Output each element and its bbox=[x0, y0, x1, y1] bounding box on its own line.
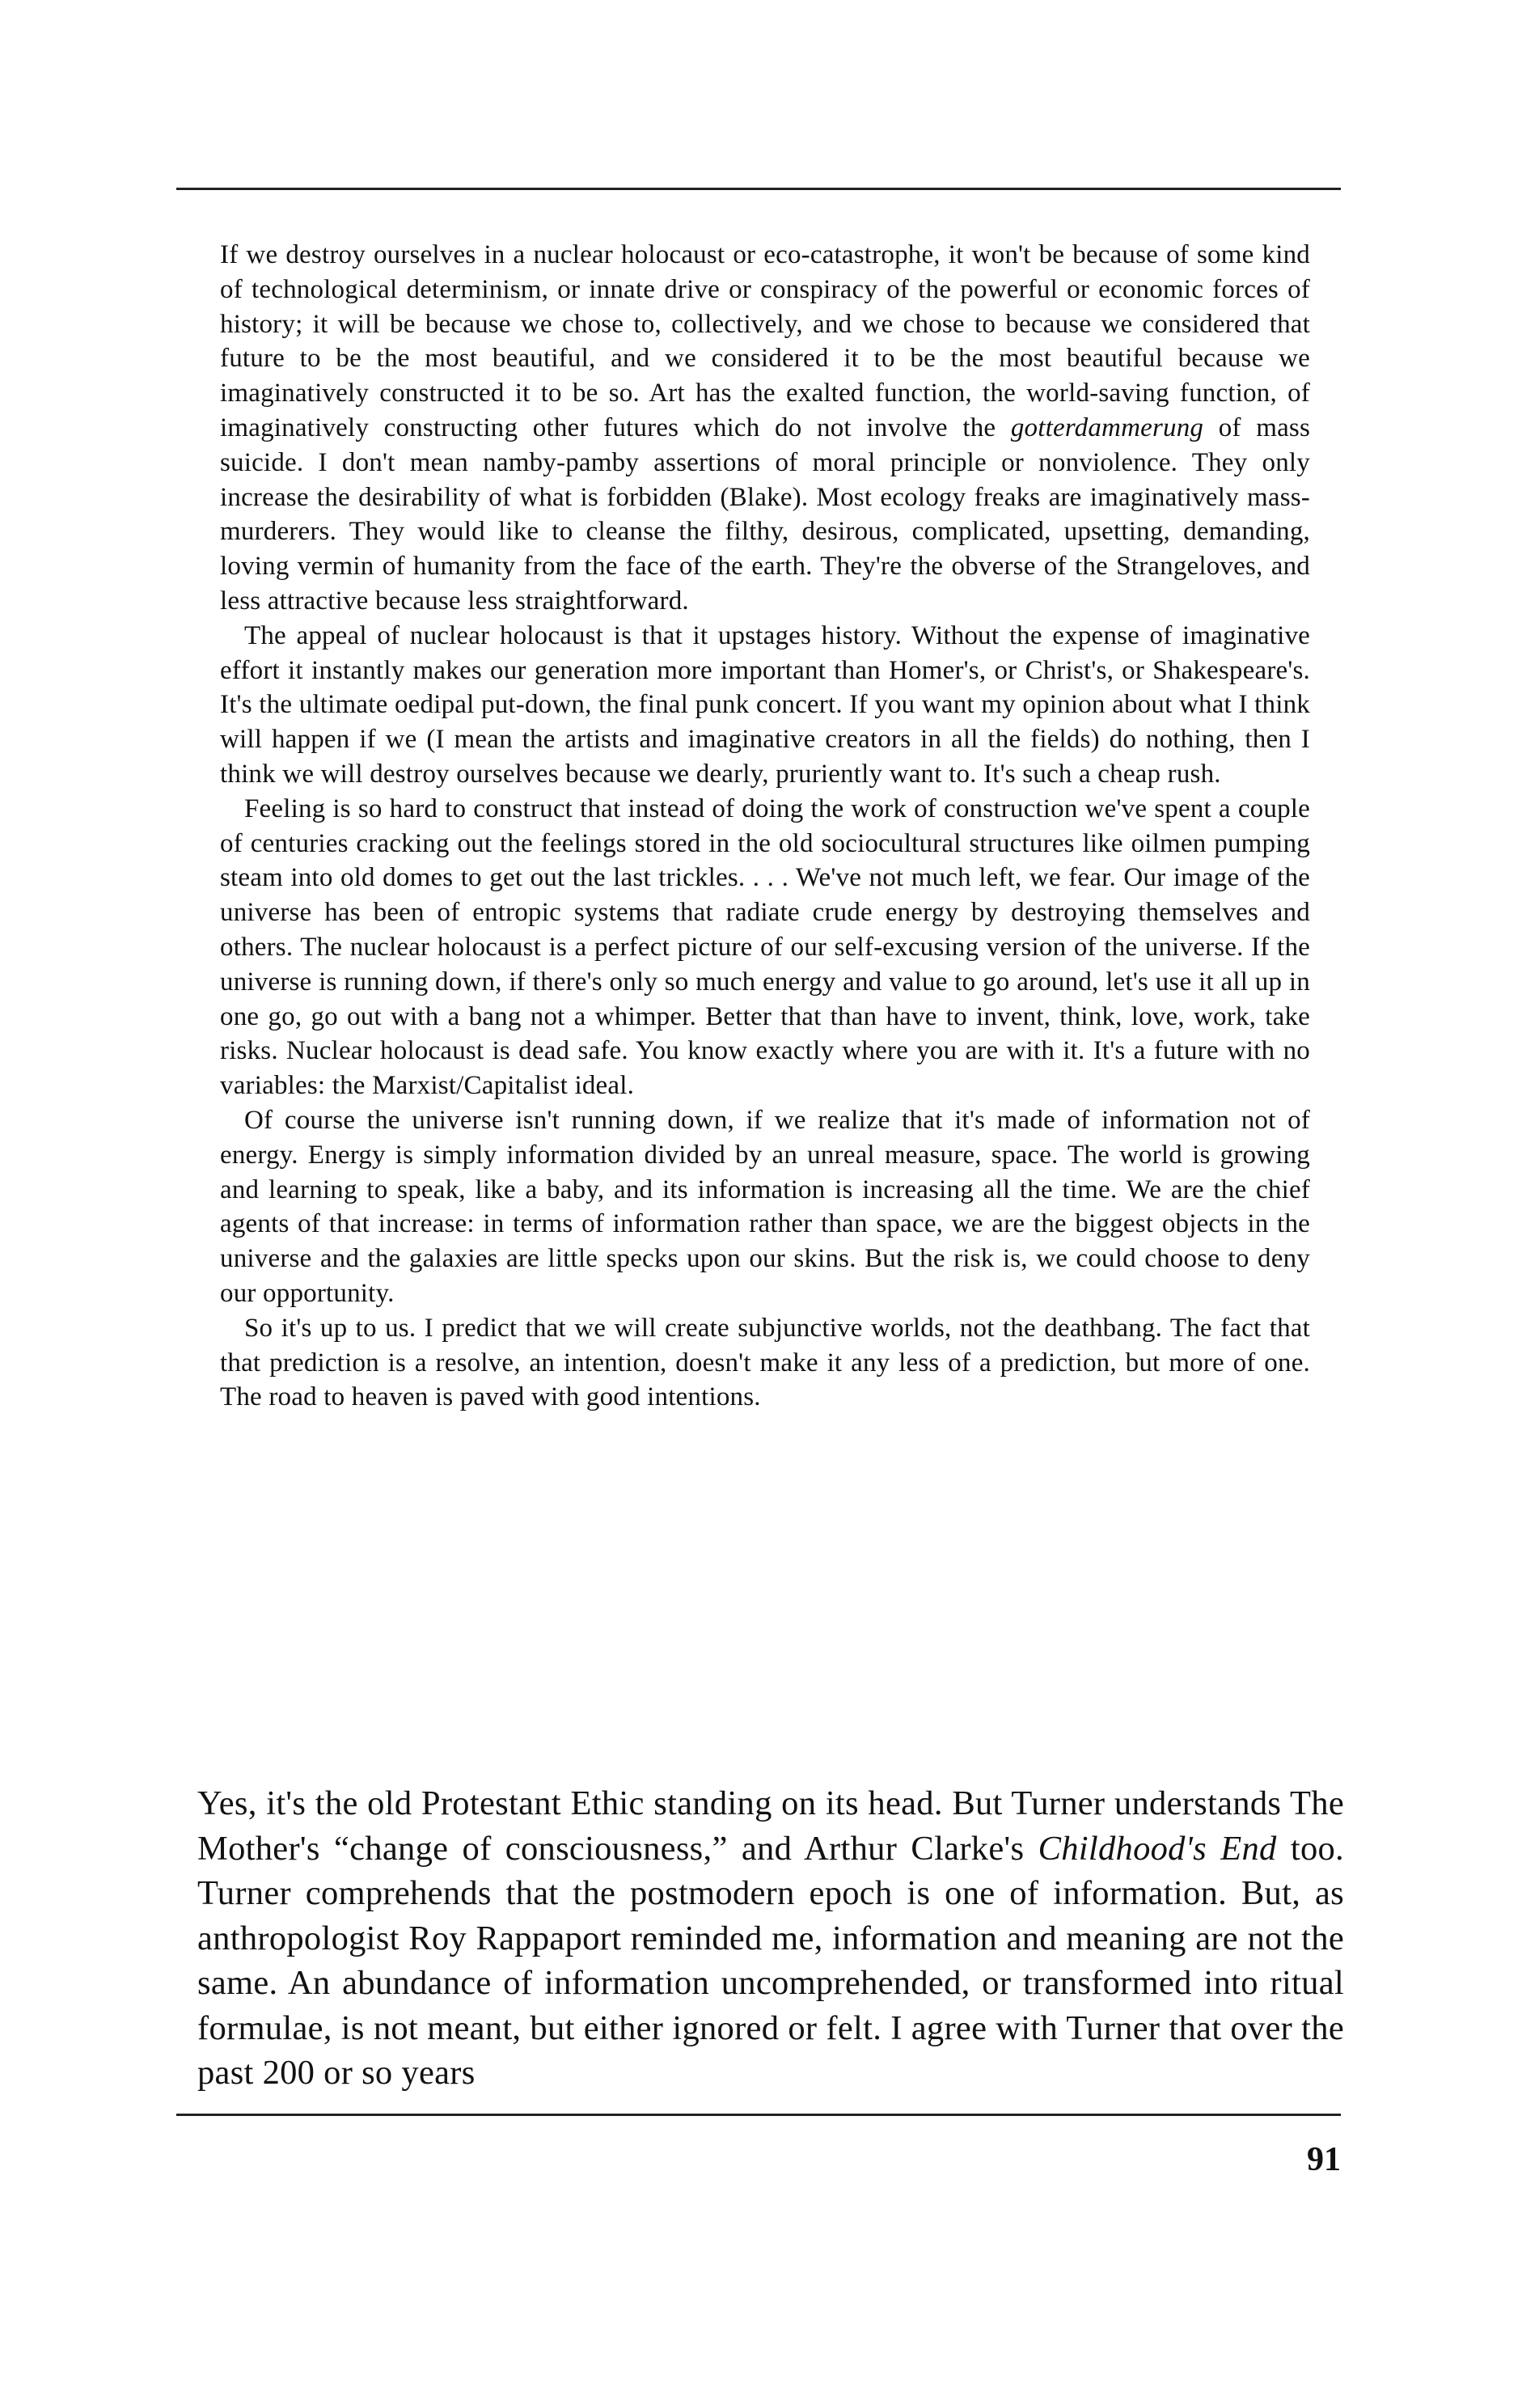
quote-paragraph-2 bbox=[220, 619, 1310, 792]
text-run: of mass suicide. I don't mean namby-pamby assertions of moral principle or nonviolence. They only increase the desirability of what is forbidden (Blake). Most ecology freaks are imaginatively mass-murderers. They would like to cleanse the filthy, desirous, complicated, upsetting, demanding, loving vermin of humanity from the face of the earth. They're the obverse of the Strangeloves, and less attractive because less straightforward. bbox=[220, 413, 1310, 616]
italic-term: gotterdammerung bbox=[1010, 413, 1204, 442]
text-run: Yes, it's the old Protestant Ethic standing on its head. But Turner understands The Mother's “change of consciousness,” and Arthur Clarke's bbox=[197, 1784, 1344, 1868]
quote-paragraph-5 bbox=[220, 1311, 1310, 1415]
text-run: So it's up to us. I predict that we will create subjunctive worlds, not the deathbang. The fact that that prediction is a resolve, an intention, doesn't make it any less of a prediction, but more of one. The road to heaven is paved with good intentions. bbox=[220, 1313, 1310, 1412]
text-run: If we destroy ourselves in a nuclear holocaust or eco-catastrophe, it won't be because of some kind of technological determinism, or innate drive or conspiracy of the powerful or economic forces of history; it will be because we chose to, collectively, and we chose to because we considered that future to be the most beautiful, and we considered it to be the most beautiful because we imaginatively constructed it to be so. Art has the exalted function, the world-saving function, of imaginatively constructing other futures which do not involve the bbox=[220, 240, 1310, 442]
quote-paragraph-4 bbox=[220, 1103, 1310, 1311]
book-title: Childhood's End bbox=[1038, 1829, 1277, 1868]
main-body-text bbox=[197, 1781, 1344, 2096]
text-run: too. Turner comprehends that the postmodern epoch is one of information. But, as anthropologist Roy Rappaport reminded me, information and meaning are not the same. An abundance of information uncomprehended, or transformed into ritual formulae, is not meant, but either ignored or felt. I agree with Turner that over the past 200 or so years bbox=[197, 1829, 1344, 2092]
text-run: The appeal of nuclear holocaust is that it upstages history. Without the expense of imaginative effort it instantly makes our generation more important than Homer's, or Christ's, or Shakespeare's. It's the ultimate oedipal put-down, the final punk concert. If you want my opinion about what I think will happen if we (I mean the artists and imaginative creators in all the fields) do nothing, then I think we will destroy ourselves because we dearly, pruriently want to. It's such a cheap rush. bbox=[220, 620, 1310, 789]
block-quote bbox=[220, 238, 1310, 1415]
text-run: Feeling is so hard to construct that instead of doing the work of construction we've spent a couple of centuries cracking out the feelings stored in the old sociocultural structures like oilmen pumping steam into old domes to get out the last trickles. . . . We've not much left, we fear. Our image of the universe has been of entropic systems that radiate crude energy by destroying themselves and others. The nuclear holocaust is a perfect picture of our self-excusing version of the universe. If the universe is running down, if there's only so much energy and value to go around, let's use it all up in one go, go out with a bang not a whimper. Better that than have to invent, think, love, work, take risks. Nuclear holocaust is dead safe. You know exactly where you are with it. It's a future with no variables: the Marxist/Capitalist ideal. bbox=[220, 793, 1310, 1101]
footer-rule bbox=[176, 2114, 1341, 2116]
quote-paragraph-3 bbox=[220, 792, 1310, 1103]
text-run: Of course the universe isn't running down, if we realize that it's made of information not of energy. Energy is simply information divided by an unreal measure, space. The world is growing and learning to speak, like a baby, and its information is increasing all the time. We are the chief agents of that increase: in terms of information rather than space, we are the biggest objects in the universe and the galaxies are little specks upon our skins. But the risk is, we could choose to deny our opportunity. bbox=[220, 1105, 1310, 1308]
header-rule bbox=[176, 188, 1341, 190]
quote-paragraph-1 bbox=[220, 238, 1310, 619]
page-number: 91 bbox=[1307, 2141, 1341, 2178]
body-paragraph bbox=[197, 1781, 1344, 2096]
